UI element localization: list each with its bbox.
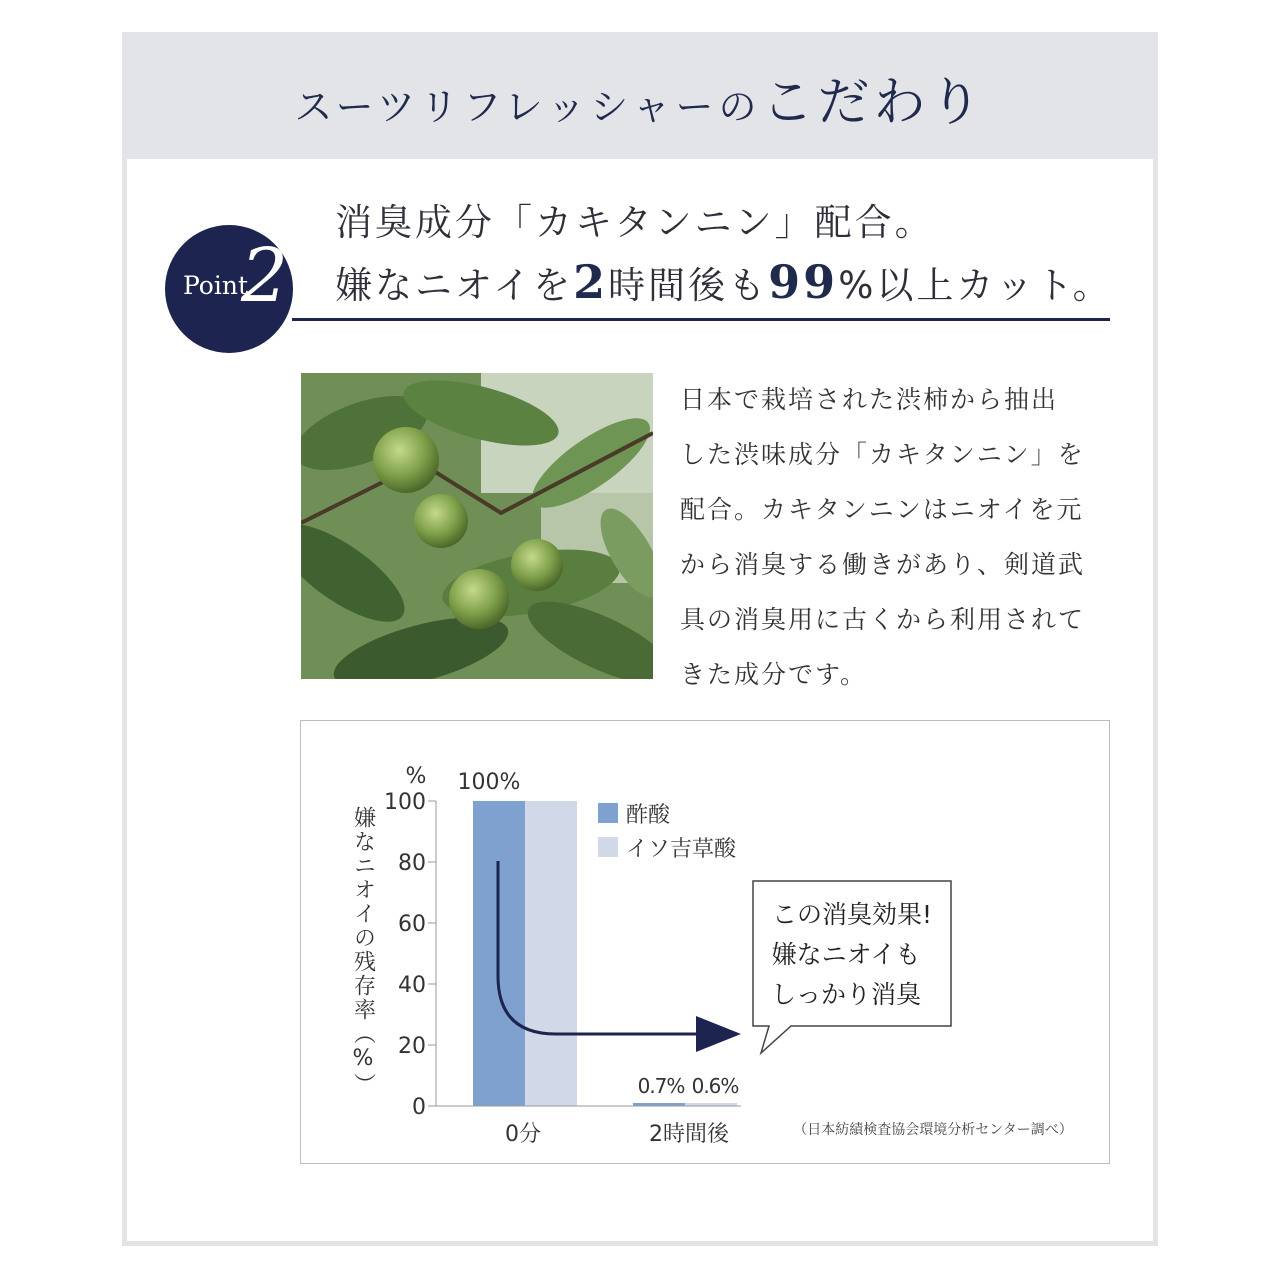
y-tick-label: 0 [412,1095,426,1120]
data-label-acetic-2h: 0.7% [637,1074,685,1098]
legend-label-acetic: 酢酸 [626,803,671,828]
description-line: 具の消臭用に古くから利用されて [680,605,1086,634]
description-line: きた成分です。 [680,660,868,689]
bar-isovaleric-0 [525,801,577,1106]
callout-line: しっかり消臭 [770,980,922,1009]
title-prefix: スーツリフレッシャーの [294,85,762,129]
headline-line-2 [335,255,1113,309]
persimmon-photo [301,373,653,679]
odor-chart [301,721,1109,1163]
y-tick-label: 40 [398,973,426,998]
y-tick-label: 100 [384,790,426,815]
y-axis-title: 嫌なニオイの残存率（%） [350,806,376,1097]
headline-text-a: 嫌なニオイを [335,264,574,307]
headline-underline [292,318,1110,321]
source-note: （日本紡績検査協会環境分析センター調べ） [793,1122,1073,1138]
point-word: Point [183,271,249,300]
description [680,372,1120,702]
page-title [122,60,1158,135]
title-emphasis: こだわり [761,73,986,133]
headline-text-b: 時間後も [608,264,769,307]
headline-hours: 2 [573,255,609,309]
chart-container [300,720,1110,1164]
trend-arrow-head [696,1016,741,1052]
headline-percent: 99 [768,255,839,309]
category-label: 2時間後 [649,1122,729,1147]
legend-swatch-isovaleric [598,837,618,857]
headline-text-c: %以上カット。 [838,264,1113,307]
y-unit-label: % [405,764,427,789]
description-line: した渋味成分「カキタンニン」を [680,440,1085,469]
legend-label-isovaleric: イソ吉草酸 [626,837,737,862]
point-number: 2 [241,233,289,319]
description-line: 配合。カキタンニンはニオイを元 [680,495,1084,524]
point-badge [165,225,293,353]
callout-line: この消臭効果! [771,900,933,929]
legend-swatch-acetic [598,803,618,823]
y-tick-label: 60 [398,912,426,937]
y-tick-label: 80 [398,851,426,876]
description-line: 日本で栽培された渋柿から抽出 [680,385,1059,414]
category-label: 0分 [505,1122,541,1147]
callout-line: 嫌なニオイも [771,940,921,969]
data-label-100: 100% [457,770,521,795]
headline-line-1: 消臭成分「カキタンニン」配合。 [335,201,935,244]
description-line: から消臭する働きがあり、剣道武 [680,550,1086,579]
y-tick-label: 20 [398,1034,426,1059]
data-label-isovaleric-2h: 0.6% [691,1074,739,1098]
